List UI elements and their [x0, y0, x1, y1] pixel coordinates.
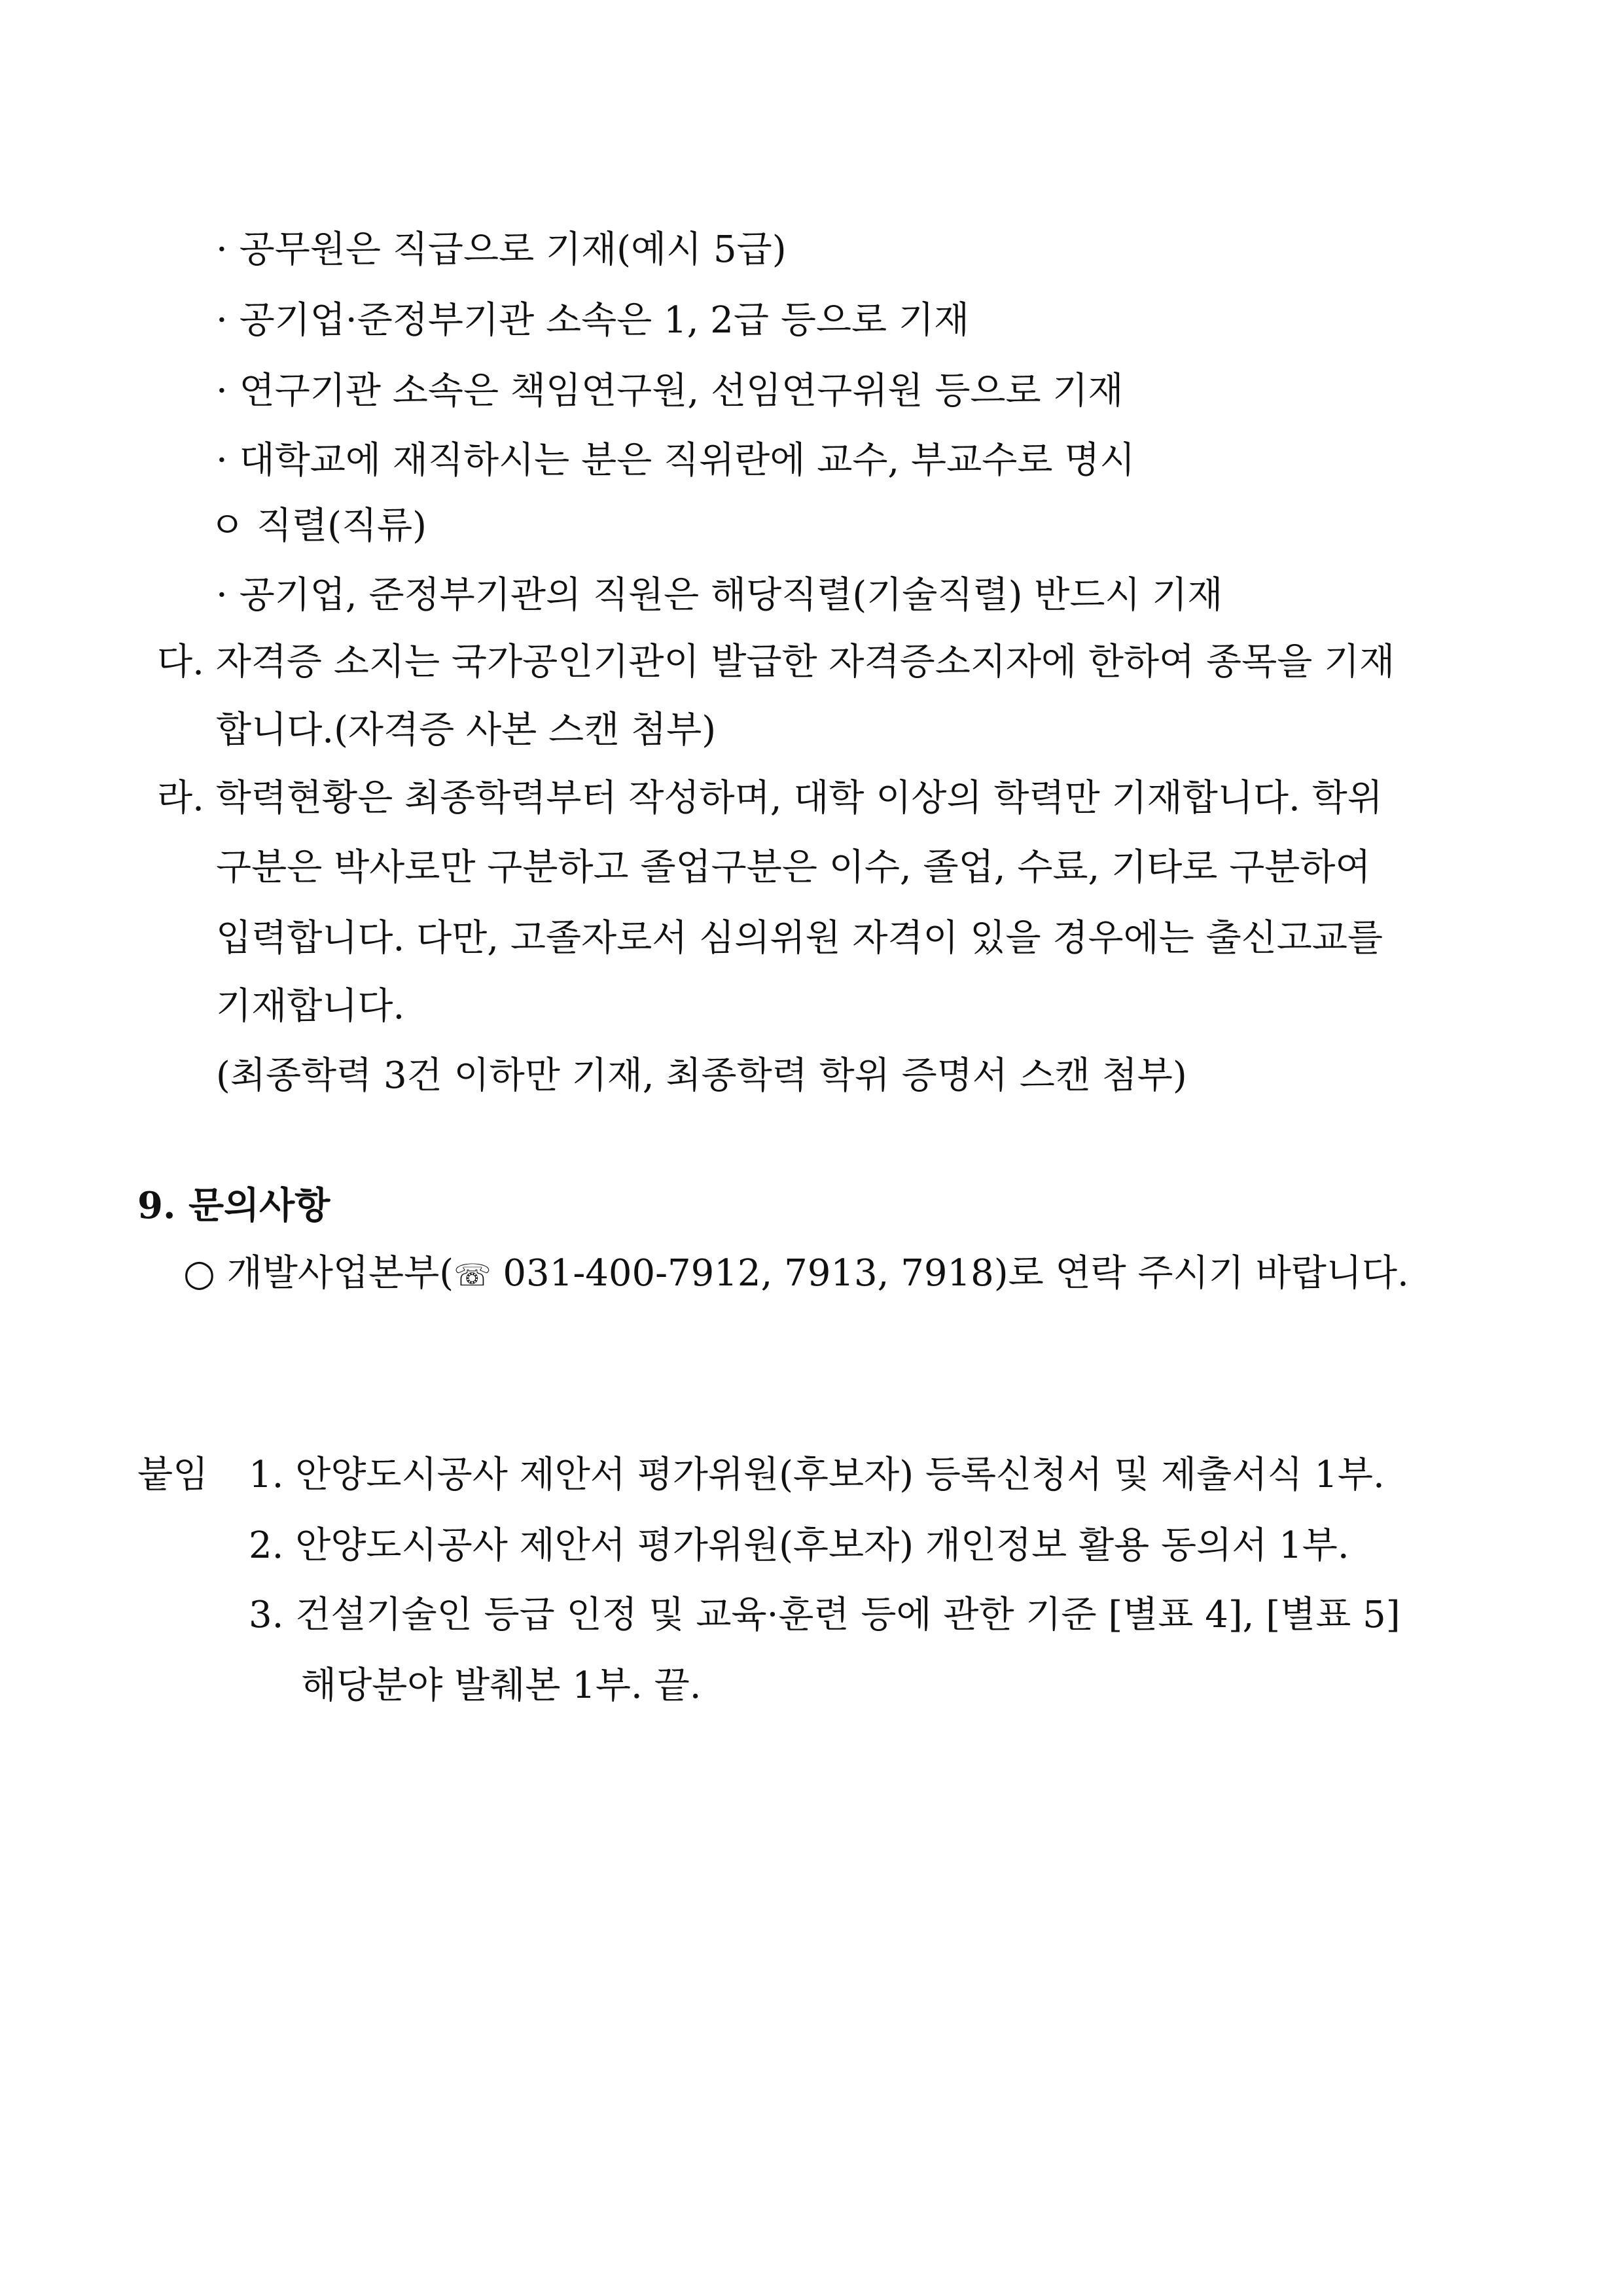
attachment-item-2: 2. 안양도시공사 제안서 평가위원(후보자) 개인정보 활용 동의서 1부. — [249, 1524, 1349, 1567]
inquiry-phone-text: 031-400-7912, 7913, 7918)로 연락 주시기 바랍니다. — [491, 1252, 1409, 1295]
item-ra-education-cont-3: 기재합니다. — [216, 985, 405, 1028]
bullet-job-series-required: · 공기업, 준정부기관의 직원은 해당직렬(기술직렬) 반드시 기재 — [216, 574, 1223, 617]
bullet-public-enterprise-grade: · 공기업·준정부기관 소속은 1, 2급 등으로 기재 — [216, 299, 970, 342]
item-ra-education-cont-1: 구분은 박사로만 구분하고 졸업구분은 이수, 졸업, 수료, 기타로 구분하여 — [216, 846, 1371, 889]
bullet-university-position: · 대학교에 재직하시는 분은 직위란에 교수, 부교수로 명시 — [216, 439, 1135, 482]
item-ra-education-note: (최종학력 3건 이하만 기재, 최종학력 학위 증명서 스캔 첨부) — [216, 1054, 1187, 1097]
attachment-item-3-cont: 해당분야 발췌본 1부. 끝. — [301, 1664, 702, 1707]
section-heading-inquiry: 9. 문의사항 — [137, 1184, 330, 1227]
item-da-certificate: 다. 자격증 소지는 국가공인기관이 발급한 자격증소지자에 한하여 종목을 기재 — [157, 641, 1395, 683]
bullet-research-institute-grade: · 연구기관 소속은 책임연구원, 선임연구위원 등으로 기재 — [216, 370, 1124, 412]
inquiry-contact-line — [183, 1250, 1409, 1297]
item-da-certificate-cont: 합니다.(자격증 사본 스캔 첨부) — [216, 709, 717, 751]
inquiry-prefix: ○ 개발사업본부( — [183, 1252, 454, 1295]
attachment-item-1: 1. 안양도시공사 제안서 평가위원(후보자) 등록신청서 및 제출서식 1부. — [249, 1454, 1385, 1496]
section-job-series: ㅇ 직렬(직류) — [209, 505, 427, 547]
attachments-label: 붙임 — [137, 1454, 209, 1496]
phone-icon: ☏ — [454, 1257, 491, 1293]
bullet-civil-servant-grade: · 공무원은 직급으로 기재(예시 5급) — [216, 228, 787, 271]
item-ra-education-cont-2: 입력합니다. 다만, 고졸자로서 심의위원 자격이 있을 경우에는 출신고교를 — [216, 917, 1383, 960]
item-ra-education: 라. 학력현황은 최종학력부터 작성하며, 대학 이상의 학력만 기재합니다. 학위 — [157, 777, 1383, 819]
attachment-item-3: 3. 건설기술인 등급 인정 및 교육·훈련 등에 관한 기준 [별표 4], [별표 5] — [249, 1594, 1400, 1636]
